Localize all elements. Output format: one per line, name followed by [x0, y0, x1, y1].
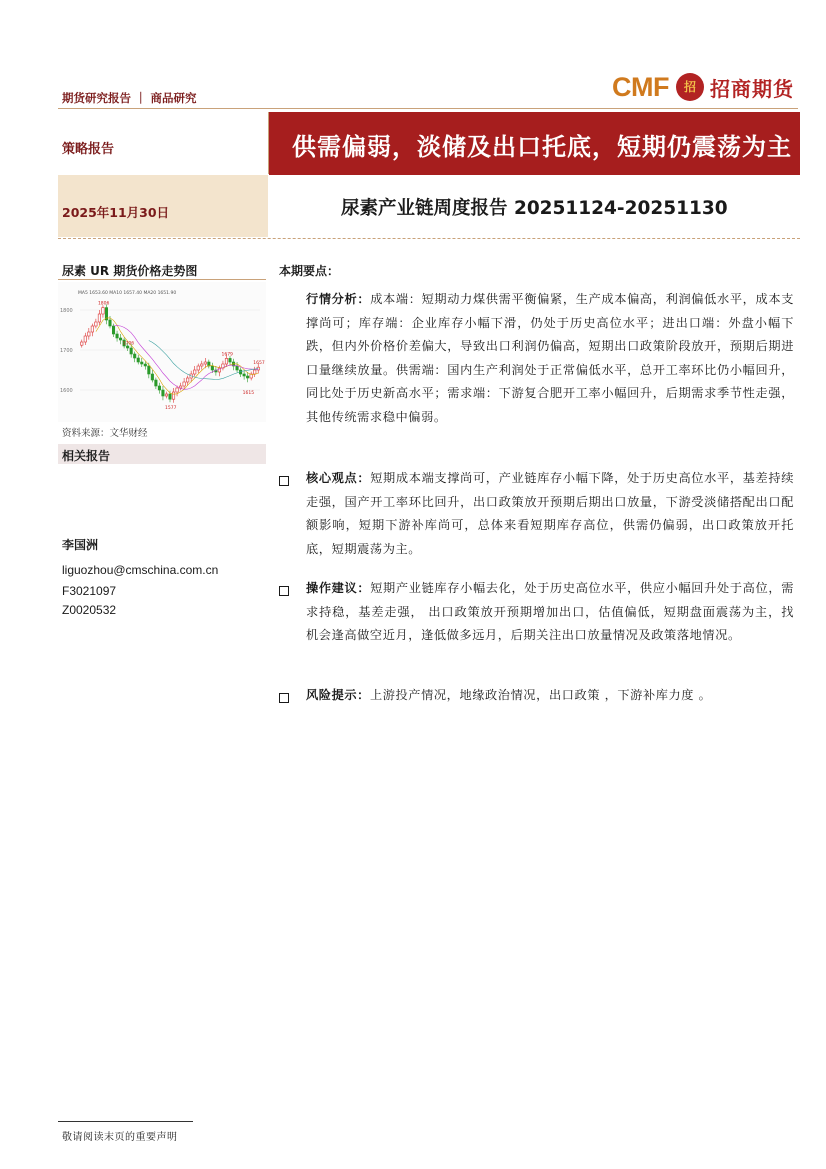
candle-body [204, 362, 206, 364]
ma5-line [96, 318, 258, 394]
candle-body [95, 322, 97, 326]
y-tick-label: 1600 [60, 388, 73, 394]
market-analysis-label: 行情分析： [306, 292, 371, 306]
market-analysis-text: 成本端：短期动力煤供需平衡偏紧，生产成本偏高，利润偏低水平，成本支撑尚可；库存端：企业库存小幅下滑，仍处于历史高位水平；进出口端：外盘小幅下跌，但内外价格价差偏大，导致出口利润仍偏高，短期出口政策阶段放开，预期后期进口量继续放量。供需端：国内生产利润处于正常偏低水平，总开工率环比仍小幅回升，同比处于历史新高水平；需求端：下游复合肥开工率小幅回升，后期需求季节性走强，其他传统需求稳中偏弱。 [306, 292, 794, 424]
core-view-text: 短期成本端支撑尚可，产业链库存小幅下降，处于历史高位水平，基差持续走强，国产开工率环比回升，出口政策放开预期后期出口放量，下游受淡储搭配出口配额影响，短期下游补库尚可，总体来看短期库存高位，供需仍偏弱，出口政策放开托底，短期震荡为主。 [306, 471, 794, 556]
risk-label: 风险提示： [306, 688, 370, 702]
candle-body [119, 338, 121, 340]
candle-body [148, 366, 150, 374]
header-rule [58, 108, 798, 109]
chart-source: 资料来源：文华财经 [62, 428, 148, 439]
highlights-title: 本期要点： [279, 264, 340, 278]
candle-body [165, 394, 167, 396]
footer-rule [58, 1121, 193, 1122]
price-chart-svg [58, 282, 266, 422]
risk-text: 上游投产情况，地缘政治情况，出口政策 ，下游补库力度 。 [369, 688, 712, 702]
price-annotation: 1679 [221, 352, 233, 358]
candle-body [183, 382, 185, 386]
candle-body [81, 342, 83, 345]
company-logo [612, 70, 802, 104]
y-tick-label: 1800 [60, 308, 73, 314]
checkbox-bullet-icon [279, 476, 289, 486]
candle-body [84, 336, 86, 342]
core-view-paragraph [306, 467, 794, 561]
section-divider [58, 238, 800, 239]
candle-body [162, 390, 164, 396]
logo-emblem-icon: 招 [676, 73, 704, 101]
market-analysis-paragraph [306, 288, 794, 430]
candle-body [229, 358, 231, 362]
chart-legend-text: MA5 1653.60 MA10 1657.40 MA20 1651.90 [78, 291, 177, 296]
advice-label: 操作建议： [306, 581, 371, 595]
report-subtitle: 尿素产业链周度报告 20251124-20251130 [341, 198, 728, 219]
report-category: 期货研究报告 ｜ 商品研究 [62, 91, 197, 105]
price-annotation: 1806 [97, 301, 110, 307]
candle-body [155, 380, 157, 386]
author-email[interactable]: liguozhou@cmschina.com.cn [62, 563, 219, 577]
candle-body [91, 326, 93, 332]
subtitle-box [269, 175, 800, 237]
report-date: 2025年11月30日 [62, 205, 170, 220]
advice-text: 短期产业链库存小幅去化，处于历史高位水平，供应小幅回升处于高位，需求持稳，基差走强， 出口政策放开预期增加出口，估值偏低，短期盘面震荡为主，找机会逢高做空近月，逢低做多远月，后期关注出口放量情况及政策落地情况。 [306, 581, 794, 643]
headline: 供需偏弱，淡储及出口托底，短期仍震荡为主 [292, 133, 792, 161]
candle-body [102, 308, 104, 314]
report-type: 策略报告 [62, 142, 115, 157]
price-annotation: 1615 [242, 391, 255, 396]
footer-disclaimer: 敬请阅读末页的重要声明 [62, 1132, 178, 1143]
candle-body [116, 334, 118, 338]
candle-body [243, 374, 245, 376]
price-annotation: 1657 [253, 361, 265, 367]
risk-paragraph [306, 684, 794, 708]
candle-body [141, 362, 143, 364]
candle-body [98, 314, 100, 322]
candle-body [193, 370, 195, 374]
price-annotation: 1706 [122, 341, 135, 347]
candle-body [151, 374, 153, 380]
candle-body [172, 392, 174, 399]
checkbox-bullet-icon [279, 586, 289, 596]
candle-body [130, 348, 132, 354]
candle-body [112, 326, 114, 334]
report-type-box [58, 112, 269, 174]
candle-body [201, 364, 203, 366]
logo-latin: CMF [612, 72, 669, 102]
candle-body [158, 386, 160, 390]
related-reports-title: 相关报告 [62, 449, 111, 463]
checkbox-bullet-icon [279, 693, 289, 703]
date-box [58, 175, 268, 237]
chart-title-rule [58, 279, 266, 280]
candle-body [133, 354, 135, 358]
related-reports-header [58, 444, 266, 464]
candle-body [225, 358, 227, 364]
candle-body [169, 394, 171, 399]
author-cert-1: F3021097 [62, 584, 117, 598]
price-chart [58, 282, 266, 422]
candle-body [236, 366, 238, 370]
advice-paragraph [306, 577, 794, 648]
author-cert-2: Z0020532 [62, 603, 117, 617]
candle-body [109, 320, 111, 326]
candle-body [186, 378, 188, 382]
candle-body [246, 376, 248, 378]
candle-body [197, 366, 199, 370]
chart-title: 尿素 UR 期货价格走势图 [62, 264, 198, 278]
core-view-label: 核心观点： [306, 471, 371, 485]
candle-body [137, 358, 139, 362]
author-name: 李国洲 [62, 538, 99, 552]
candle-body [211, 366, 213, 370]
price-annotation: 1577 [165, 406, 177, 412]
candle-body [88, 332, 90, 336]
candle-body [176, 388, 178, 392]
candle-body [253, 370, 255, 374]
y-tick-label: 1700 [60, 348, 73, 354]
candle-body [144, 364, 146, 366]
headline-bar [269, 112, 800, 175]
logo-chinese: 招商期货 [710, 77, 794, 101]
